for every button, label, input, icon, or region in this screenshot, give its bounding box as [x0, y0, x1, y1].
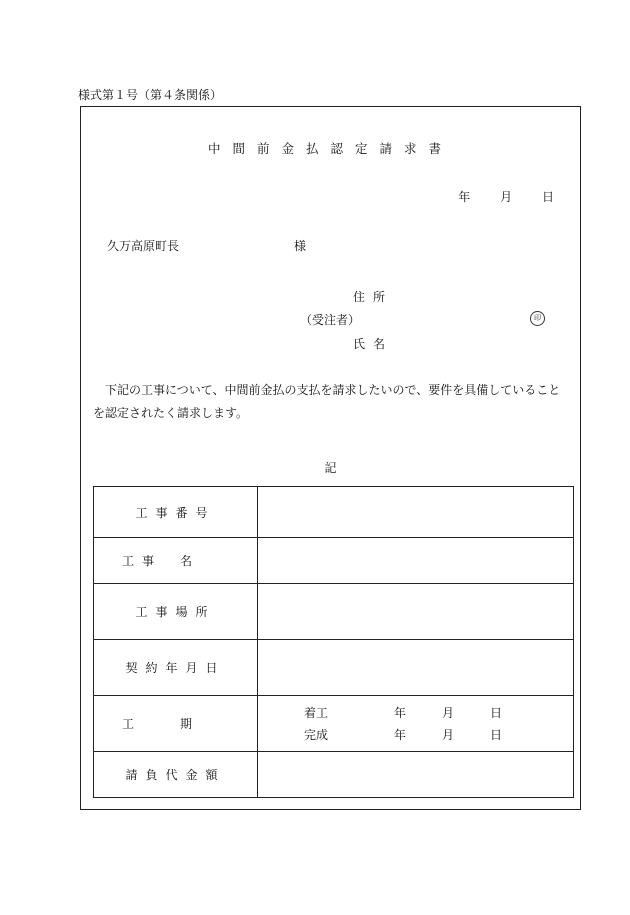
seal-mark-icon: 印	[530, 311, 545, 326]
table-row	[94, 584, 574, 640]
construction-number-label: 工事番号	[94, 487, 258, 538]
start-year-label: 年	[394, 705, 407, 720]
table-row	[94, 696, 574, 752]
ki-heading: 記	[324, 461, 337, 475]
completion-month-label: 月	[442, 727, 455, 742]
name-label: 氏名	[353, 337, 394, 351]
address-label: 住所	[353, 290, 394, 304]
construction-site-label: 工事場所	[94, 584, 258, 640]
date-year-label: 年	[458, 190, 471, 204]
start-label: 着工	[304, 705, 329, 720]
table-row	[94, 487, 574, 538]
date-line	[458, 188, 554, 205]
contract-amount-label: 請負代金額	[94, 752, 258, 798]
construction-number-field[interactable]	[258, 487, 574, 538]
period-label-b: 期	[180, 717, 193, 731]
construction-site-field[interactable]	[258, 584, 574, 640]
start-day-label: 日	[490, 705, 503, 720]
date-month-label: 月	[500, 190, 513, 204]
form-number-label: 様式第１号（第４条関係）	[78, 88, 223, 102]
date-day-label: 日	[541, 190, 554, 204]
start-date-line	[258, 702, 573, 724]
start-month-label: 月	[442, 705, 455, 720]
table-row	[94, 752, 574, 798]
period-label-a: 工	[122, 717, 135, 731]
completion-label: 完成	[304, 727, 329, 742]
construction-period-field[interactable]	[258, 696, 574, 752]
completion-year-label: 年	[394, 727, 407, 742]
contractor-role-label: （受注者）	[300, 313, 361, 327]
recipient-name: 久万高原町長	[107, 239, 180, 253]
construction-period-label	[94, 696, 258, 752]
contract-amount-field[interactable]	[258, 752, 574, 798]
document-title: 中間前金払認定請求書	[207, 141, 453, 156]
completion-day-label: 日	[490, 727, 503, 742]
construction-name-field[interactable]	[258, 538, 574, 584]
construction-name-label-a: 工事	[122, 554, 163, 568]
details-table	[93, 486, 574, 798]
construction-name-label-b: 名	[180, 554, 193, 568]
document-frame	[80, 106, 581, 810]
completion-date-line	[258, 724, 573, 746]
contract-date-field[interactable]	[258, 640, 574, 696]
contract-date-label: 契約年月日	[94, 640, 258, 696]
table-row	[94, 640, 574, 696]
request-statement: 下記の工事について、中間前金払の支払を請求したいので、要件を具備していることを認定されたく請求します。	[93, 383, 561, 420]
table-row	[94, 538, 574, 584]
construction-name-label	[94, 538, 258, 584]
recipient-honorific: 様	[294, 239, 307, 253]
